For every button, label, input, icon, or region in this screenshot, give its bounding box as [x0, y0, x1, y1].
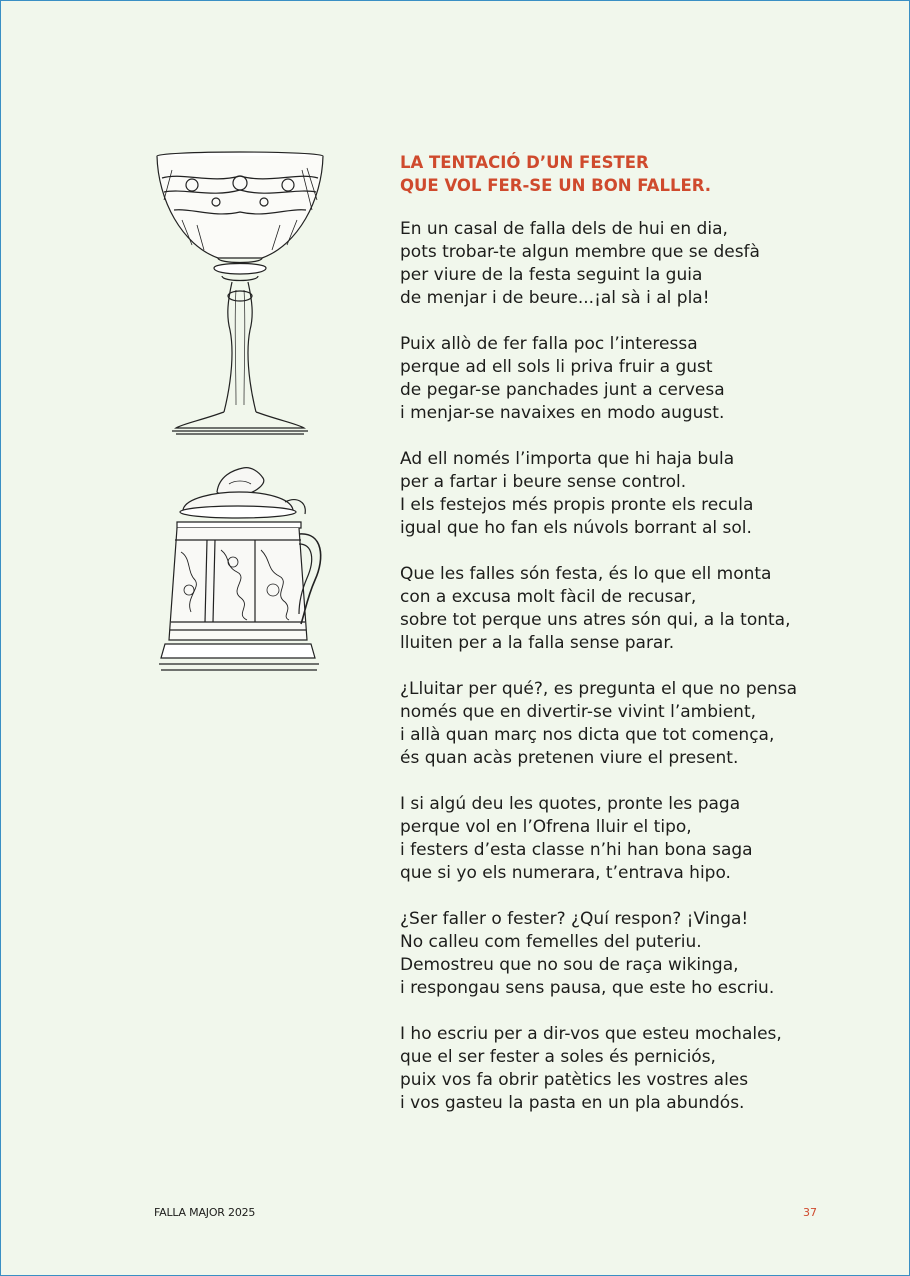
poem-title	[400, 151, 840, 197]
stanza-4	[400, 563, 840, 655]
stanza-6	[400, 793, 840, 885]
stanza-1	[400, 218, 840, 310]
poem	[400, 151, 840, 1138]
verse-line: perque vol en l’Ofrena lluir el tipo,	[400, 817, 692, 837]
verse-line: lluiten per a la falla sense parar.	[400, 633, 675, 653]
verse-line: de pegar-se panchades junt a cervesa	[400, 380, 725, 400]
verse-line: per a fartar i beure sense control.	[400, 472, 687, 492]
poem-title-line: QUE VOL FER-SE UN BON FALLER.	[400, 176, 712, 195]
verse-line: perque ad ell sols li priva fruir a gust	[400, 357, 713, 377]
verse-line: Ad ell només l’importa que hi haja bula	[400, 449, 735, 469]
verse-line: Demostreu que no sou de raça wikinga,	[400, 955, 739, 975]
stanza-5	[400, 678, 840, 770]
stanza-7	[400, 908, 840, 1000]
verse-line: i allà quan març nos dicta que tot comença,	[400, 725, 775, 745]
tankard-illustration	[155, 462, 327, 676]
stanza-3	[400, 448, 840, 540]
poem-title-line: LA TENTACIÓ D’UN FESTER	[400, 153, 649, 172]
verse-line: con a excusa molt fàcil de recusar,	[400, 587, 697, 607]
verse-line: igual que ho fan els núvols borrant al sol.	[400, 518, 752, 538]
verse-line: Puix allò de fer falla poc l’interessa	[400, 334, 698, 354]
verse-line: i menjar-se navaixes en modo august.	[400, 403, 725, 423]
verse-line: ¿Lluitar per qué?, es pregunta el que no pensa	[400, 679, 797, 699]
verse-line: és quan acàs pretenen viure el present.	[400, 748, 739, 768]
verse-line: No calleu com femelles del puteriu.	[400, 932, 702, 952]
page-number: 37	[803, 1206, 817, 1219]
verse-line: per viure de la festa seguint la guia	[400, 265, 703, 285]
verse-line: En un casal de falla dels de hui en dia,	[400, 219, 728, 239]
verse-line: i vos gasteu la pasta en un pla abundós.	[400, 1093, 745, 1113]
stanza-2	[400, 333, 840, 425]
verse-line: sobre tot perque uns atres són qui, a la tonta,	[400, 610, 791, 630]
verse-line: ¿Ser faller o fester? ¿Quí respon? ¡Vinga!	[400, 909, 749, 929]
verse-line: només que en divertir-se vivint l’ambient,	[400, 702, 757, 722]
verse-line: de menjar i de beure...¡al sà i al pla!	[400, 288, 710, 308]
verse-line: que si yo els numerara, t’entrava hipo.	[400, 863, 731, 883]
verse-line: i festers d’esta classe n’hi han bona saga	[400, 840, 753, 860]
verse-line: I si algú deu les quotes, pronte les paga	[400, 794, 741, 814]
verse-line: I els festejos més propis pronte els recula	[400, 495, 754, 515]
verse-line: i respongau sens pausa, que este ho escriu.	[400, 978, 775, 998]
verse-line: I ho escriu per a dir-vos que esteu mochales,	[400, 1024, 782, 1044]
stanza-8	[400, 1023, 840, 1115]
verse-line: pots trobar-te algun membre que se desfà	[400, 242, 760, 262]
footer-publication: FALLA MAJOR 2025	[154, 1206, 256, 1219]
verse-line: Que les falles són festa, és lo que ell monta	[400, 564, 772, 584]
verse-line: puix vos fa obrir patètics les vostres ales	[400, 1070, 749, 1090]
goblet-illustration	[152, 150, 328, 438]
verse-line: que el ser fester a soles és perniciós,	[400, 1047, 716, 1067]
